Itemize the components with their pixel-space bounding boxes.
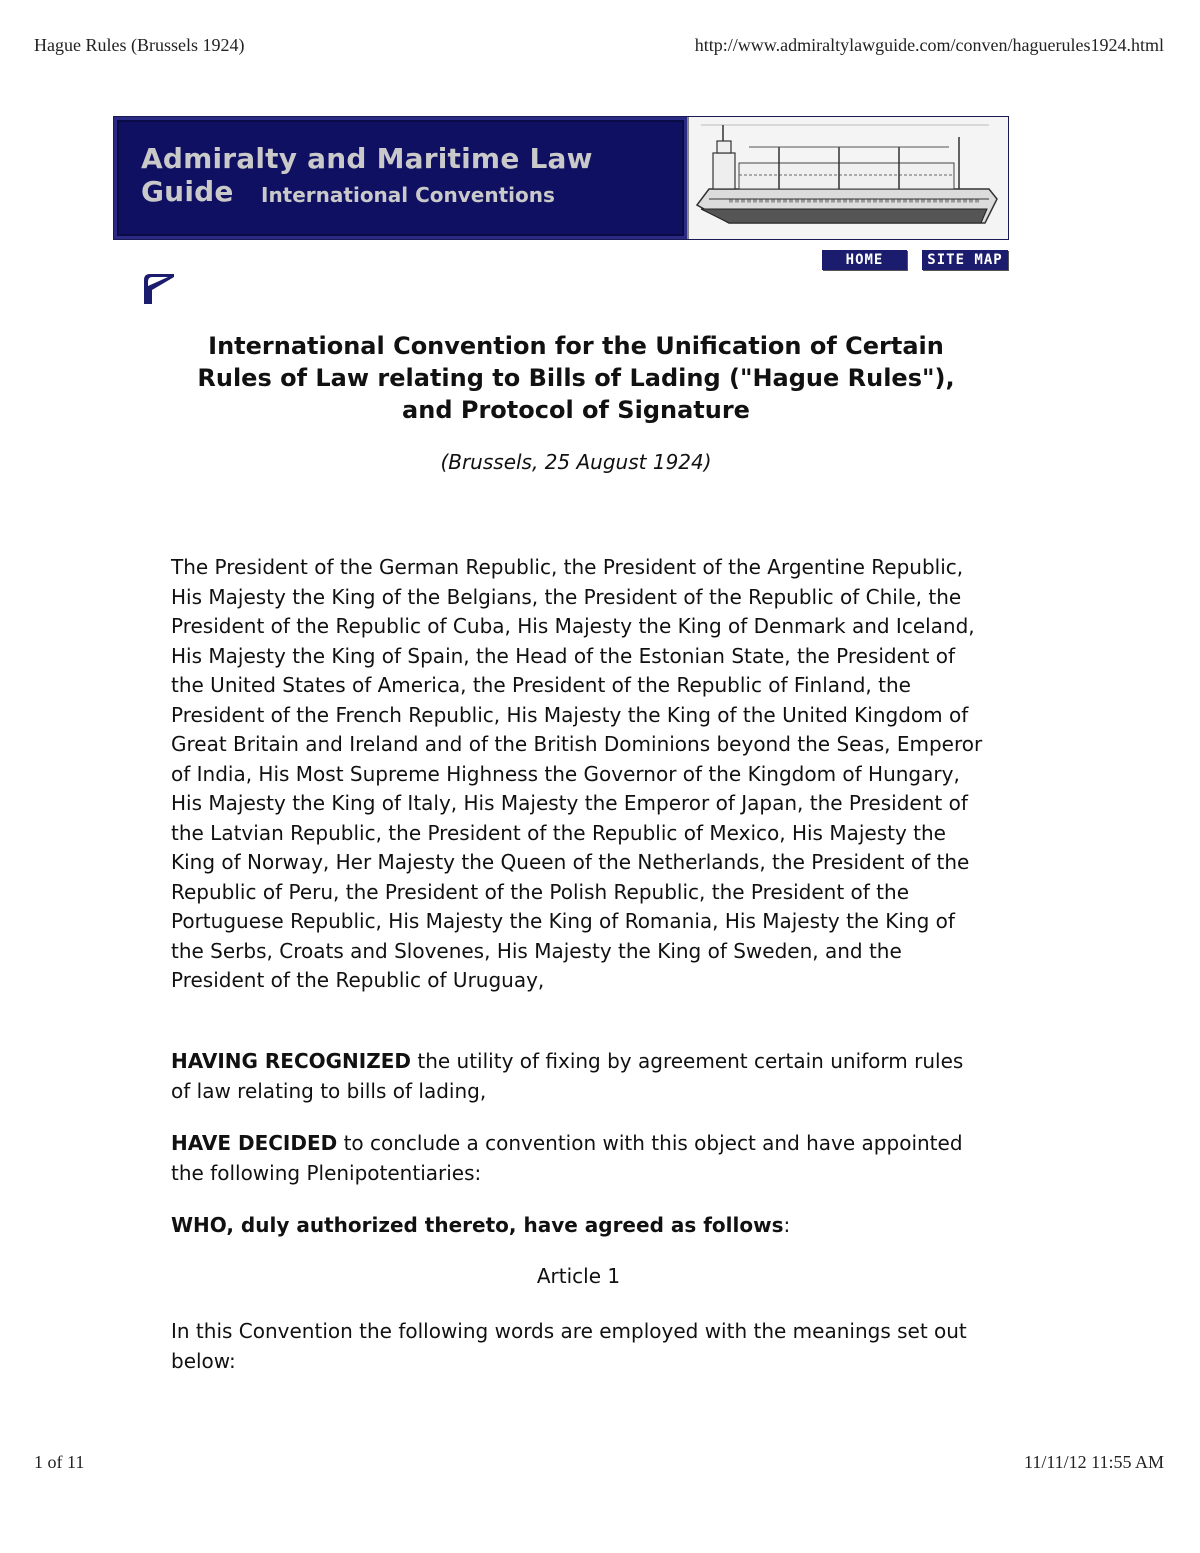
print-header-url: http://www.admiraltylawguide.com/conven/haguerules1924.html [694, 35, 1164, 55]
print-footer-timestamp: 11/11/12 11:55 AM [1023, 1452, 1164, 1472]
print-footer-page: 1 of 11 [34, 1452, 85, 1472]
agreed-text: WHO, duly authorized thereto, have agreed as follows [171, 1213, 784, 1237]
have-decided-lead: HAVE DECIDED [171, 1131, 338, 1155]
have-decided-text: to conclude a convention with this object and have appointed the following Plenipotentiaries: [171, 1131, 963, 1185]
document-title: International Convention for the Unification of Certain Rules of Law relating to Bills of Lading ("Hague Rules"), and Protocol of Signature [197, 332, 955, 424]
print-header-title: Hague Rules (Brussels 1924) [34, 35, 245, 55]
article-intro: In this Convention the following words are employed with the meanings set out below: [171, 1319, 967, 1373]
site-map-button[interactable]: SITE MAP [922, 250, 1008, 270]
having-recognized-paragraph [171, 1047, 986, 1106]
article-heading: Article 1 [536, 1264, 621, 1288]
ship-icon [689, 117, 1009, 239]
banner-subtitle: International Conventions [261, 183, 555, 207]
having-recognized-lead: HAVING RECOGNIZED [171, 1049, 411, 1073]
agreed-colon: : [783, 1213, 791, 1237]
ship-illustration [687, 117, 1008, 239]
preamble-paragraph: The President of the German Republic, the President of the Argentine Republic, His Majesty the King of the Belgians, the President of the Republic of Chile, the President of the Republic of Cuba, His Majesty the King of Denmark and Iceland, His Majesty the King of Spain, the Head of the Estonian State, the President of the United States of America, the President of the Republic of Finland, the President of the French Republic, His Majesty the King of the United Kingdom of Great Britain and Ireland and of the British Dominions beyond the Seas, Emperor of India, His Most Supreme Highness the Governor of the Kingdom of Hungary, His Majesty the King of Italy, His Majesty the Emperor of Japan, the President of the Latvian Republic, the President of the Republic of Mexico, His Majesty the King of Norway, Her Majesty the Queen of the Netherlands, the President of the Republic of Peru, the President of the Polish Republic, the President of the Portuguese Republic, His Majesty the King of Romania, His Majesty the King of the Serbs, Croats and Slovenes, His Majesty the King of Sweden, and the President of the Republic of Uruguay, [171, 555, 983, 992]
document-date: (Brussels, 25 August 1924) [440, 450, 712, 474]
having-recognized-text: the utility of fixing by agreement certain uniform rules of law relating to bills of lading, [171, 1049, 964, 1103]
home-button[interactable]: HOME [822, 250, 907, 270]
have-decided-paragraph [171, 1129, 986, 1188]
agreed-paragraph [171, 1211, 986, 1241]
banner-text-panel [114, 117, 687, 239]
corner-decoration-icon [144, 274, 174, 304]
banner-title: Admiralty and Maritime Law Guide [141, 142, 593, 208]
site-banner[interactable] [113, 116, 1009, 240]
